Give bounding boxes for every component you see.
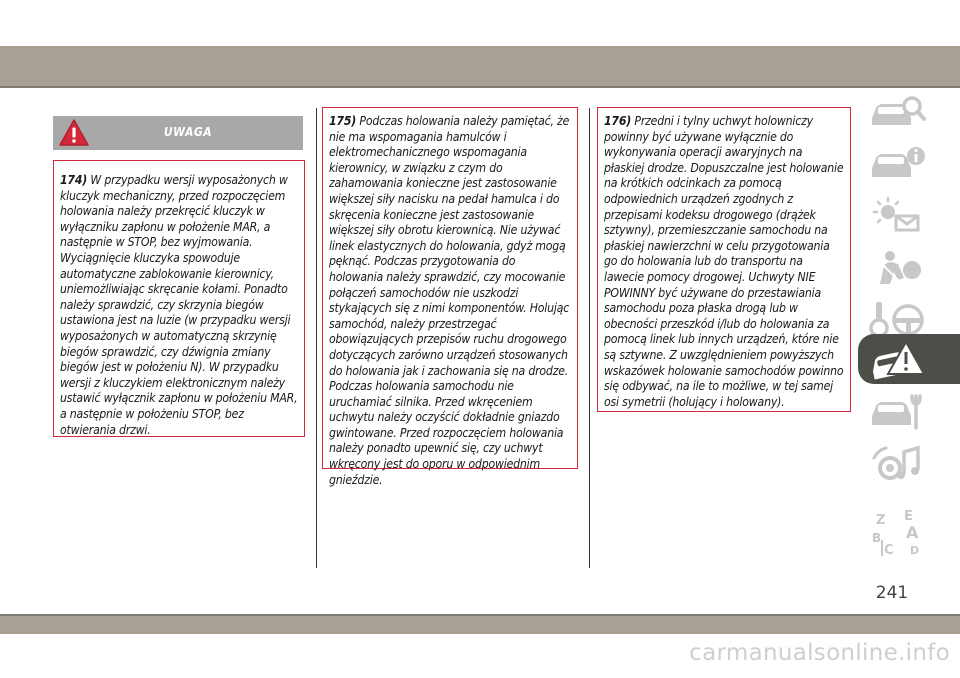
note-174 [53, 160, 305, 437]
column-divider [589, 108, 590, 568]
car-search-icon [868, 92, 928, 132]
multimedia-icon [868, 444, 928, 484]
top-band [0, 46, 960, 86]
note-text: W przypadku wersji wyposażonych w kluczyk mechaniczny, przed rozpoczęciem holowania należy przekręcić kluczyk w wyłączniku zapłonu w położenie MAR, a następnie w STOP, bez wyjmowania. Wyciągnięcie kluczyka spowoduje automatyczne zablokowanie kierownicy, uniemożliwiając skręcanie kołami. Ponadto należy sprawdzić, czy skrzynia biegów ustawiona jest na luzie (w przypadku wersji wyposażonych w automatyczną skrzynię biegów sprawdzić, czy dźwignia zmiany biegów jest w położeniu N). W przypadku wersji z kluczykiem elektronicznym należy ustawić wyłącznik zapłonu w położeniu MAR, a następnie w położeniu STOP, bez otwierania drzwi. [60, 173, 298, 437]
note-number: 175) [329, 114, 357, 128]
car-maintenance-icon [868, 392, 928, 432]
emergency-icon [868, 338, 928, 382]
tab-maintenance[interactable] [858, 388, 960, 436]
tab-safety[interactable] [858, 244, 960, 292]
warning-header [53, 116, 303, 150]
index-letter-z: Z [876, 513, 886, 528]
top-band-line [0, 86, 960, 88]
note-number: 176) [604, 114, 632, 128]
index-letters-icon [868, 496, 928, 558]
column-divider [316, 108, 317, 568]
note-number: 174) [60, 173, 88, 187]
tab-knowing-vehicle[interactable] [858, 88, 960, 136]
bottom-band [0, 616, 960, 634]
tab-emergency[interactable] [858, 334, 960, 384]
note-175 [322, 107, 578, 487]
warning-title: UWAGA [163, 125, 213, 139]
index-letter-e: E [904, 509, 913, 524]
page-number: 241 [875, 583, 909, 603]
note-text: Podczas holowania należy pamiętać, że nie ma wspomagania hamulców i elektromechanicznego wspomagania kierownicy, w związku z czym do zahamowania konieczne jest zastosowanie większej siły nacisku na pedał hamulca i do skręcenia konieczne jest zastosowanie większej siły obrotu kierownicą. Nie używać linek elastycznych do holowania, gdyż mogą pęknąć. Podczas przygotowania do holowania należy sprawdzić, czy mocowanie połączeń samochodów nie uszkodzi stykających się z nimi komponentów. Holując samochód, należy przestrzegać obowiązujących przepisów ruchu drogowego dotyczących zarówno urządzeń stosowanych do holowania jak i zachowania się na drodze. Podczas holowania samochodu nie uruchamiać silnika. Przed wkręceniem uchwytu należy oczyścić dokładnie gniazdo gwintowane. Przed rozpoczęciem holowania należy ponadto upewnić się, czy uchwyt wkręcony jest do oporu w odpowiednim gnieździe. [329, 114, 570, 487]
index-letter-d: D [910, 544, 920, 557]
watermark: carmanualsonline.info [689, 640, 950, 666]
tab-car-info[interactable] [858, 140, 960, 188]
dashboard-lights-icon [868, 196, 928, 236]
tab-multimedia[interactable] [858, 440, 960, 488]
index-letter-c: C [884, 543, 894, 558]
tab-dashboard-lights[interactable] [858, 192, 960, 240]
note-text: Przedni i tylny uchwyt holowniczy powinny być używane wyłącznie do wykonywania operacji awaryjnych na płaskiej drodze. Dopuszczalne jest holowanie na krótkich odcinkach za pomocą odpowiednich urządzeń zgodnych z przepisami kodeksu drogowego (drążek sztywny), przemieszczanie samochodu na płaskiej nawierzchni w celu przygotowania go do holowania lub do transportu na lawecie pomocy drogowej. Uchwyty NIE POWINNY być używane do przestawiania samochodu poza płaska drogą lub w obecności przeszkód i/lub do holowania za pomocą linek lub innych urządzeń, które nie są sztywne. Z uwzględnieniem powyższych wskazówek holowanie samochodów powinno się odbywać, na ile to możliwe, w tej samej osi symetrii (holujący i holowany). [604, 114, 844, 409]
index-letter-b: B [872, 531, 882, 545]
note-176 [597, 107, 851, 412]
tab-index[interactable] [858, 492, 960, 564]
index-letter-a: A [906, 523, 919, 542]
safety-airbag-icon [868, 248, 928, 288]
car-info-icon [868, 144, 928, 184]
